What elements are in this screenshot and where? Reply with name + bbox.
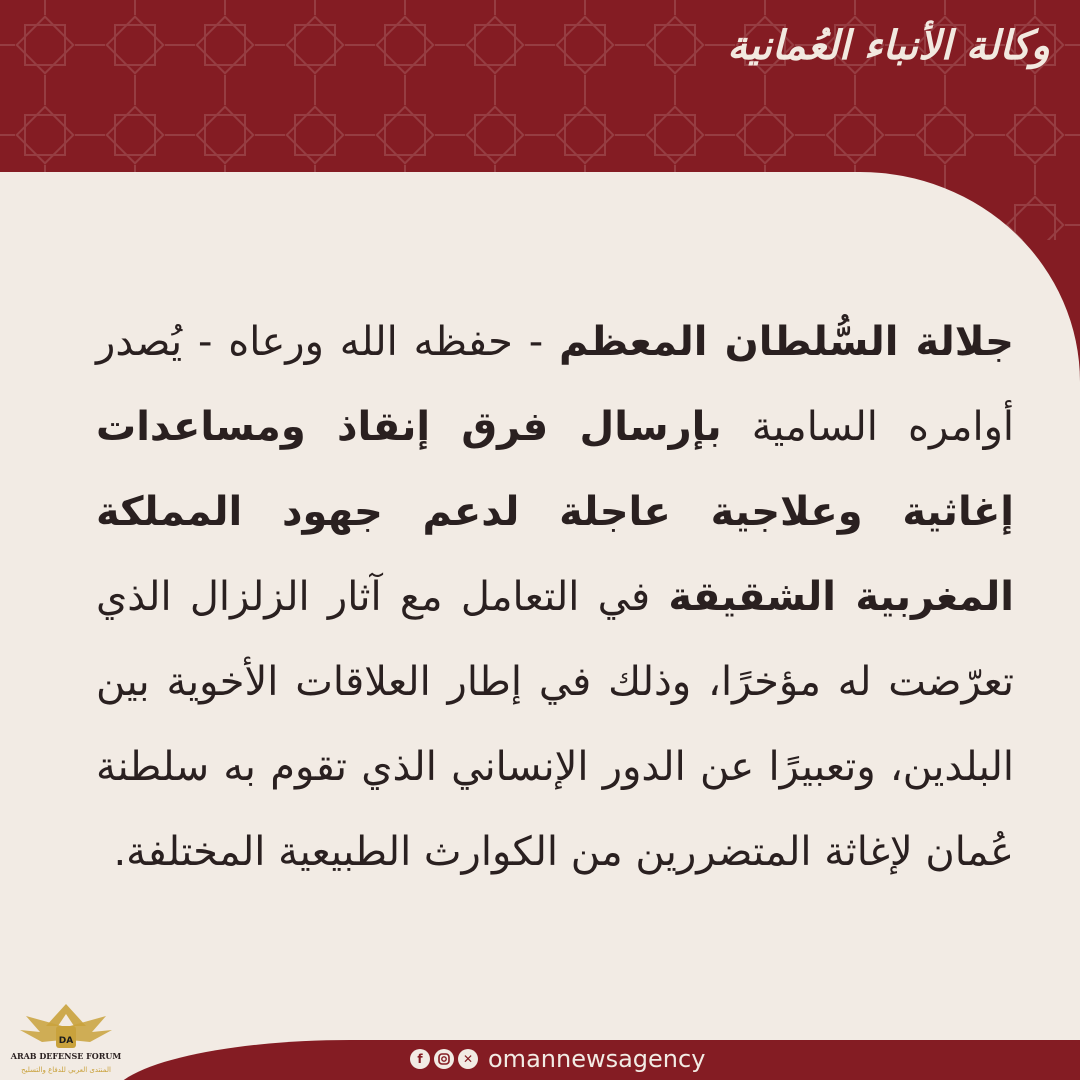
text-line — [96, 574, 1014, 620]
watermark-title: ARAB DEFENSE FORUM — [10, 1051, 122, 1061]
x-icon: ✕ — [458, 1049, 478, 1069]
bold-text-segment: إغاثية وعلاجية عاجلة لدعم جهود المملكة — [96, 489, 1014, 535]
text-segment: أوامره السامية — [721, 404, 1014, 450]
text-line — [96, 319, 1014, 365]
facebook-icon: f — [410, 1049, 430, 1069]
text-segment: الأخوية بين البلدين، وتعبيرًا عن الدور الإنساني — [96, 659, 1014, 790]
text-segment: الكوارث الطبيعية المختلفة. — [113, 829, 559, 875]
text-segment: في التعامل مع آثار الزلزال الذي — [96, 574, 669, 620]
watermark-subtitle: المنتدى العربي للدفاع والتسليح — [21, 1066, 111, 1074]
instagram-icon — [434, 1049, 454, 1069]
agency-logo: وكالة الأنباء العُمانية — [727, 22, 1050, 69]
social-handle — [410, 1044, 705, 1074]
bold-text-segment: جلالة السُّلطان المعظم — [559, 319, 1014, 365]
text-line — [96, 404, 1014, 450]
arab-defense-forum-watermark — [6, 996, 126, 1078]
announcement-text — [96, 300, 1014, 980]
text-segment: الذي تقوم به سلطنة عُمان لإغاثة المتضررين من — [96, 744, 1014, 875]
text-segment: - حفظه الله ورعاه - يُصدر — [96, 319, 560, 365]
bold-text-segment: بإرسال فرق إنقاذ ومساعدات — [96, 404, 722, 450]
watermark-badge: DA — [58, 1036, 74, 1046]
text-line — [295, 659, 1014, 705]
text-segment: تعرّضت له مؤخرًا، وذلك في إطار العلاقات — [295, 659, 1015, 705]
text-line — [113, 829, 558, 875]
bold-text-segment: المغربية الشقيقة — [668, 574, 1015, 620]
text-line — [96, 489, 1014, 535]
handle-text: omannewsagency — [488, 1045, 706, 1073]
